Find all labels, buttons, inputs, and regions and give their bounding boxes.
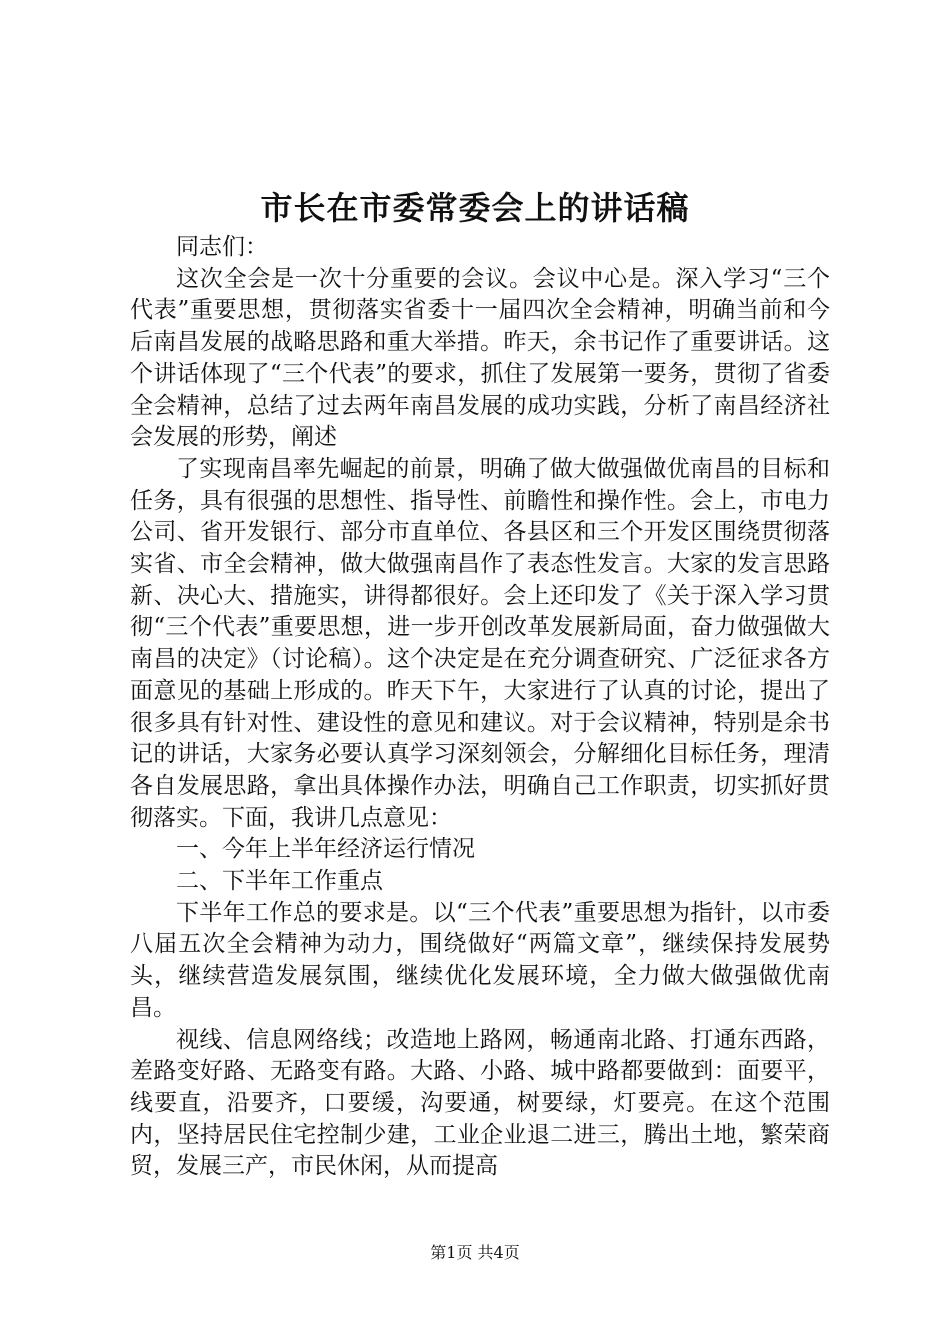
paragraph-requirements: 下半年工作总的要求是。以“三个代表”重要思想为指针，以市委八届五次全会精神为动力，围绕做好“两篇文章”，继续保持发展势头，继续营造发展氛围，继续优化发展环境，全力做大做强做优南昌。 <box>130 899 830 1021</box>
paragraph-meeting-summary: 了实现南昌率先崛起的前景，明确了做大做强做优南昌的目标和任务，具有很强的思想性、指导性、前瞻性和操作性。会上，市电力公司、省开发银行、部分市直单位、各县区和三个开发区围绕贯彻落实省、市全会精神，做大做强南昌作了表态性发言。大家的发言思路新、决心大、措施实，讲得都很好。会上还印发了《关于深入学习贯彻“三个代表”重要思想，进一步开创改革发展新局面，奋力做强做大南昌的决定》（讨论稿）。这个决定是在充分调查研究、广泛征求各方面意见的基础上形成的。昨天下午，大家进行了认真的讨论，提出了很多具有针对性、建设性的意见和建议。对于会议精神，特别是余书记的讲话，大家务必要认真学习深刻领会，分解细化目标任务，理清各自发展思路，拿出具体操作办法，明确自己工作职责，切实抓好贯彻落实。下面，我讲几点意见： <box>130 455 830 831</box>
document-body <box>130 232 830 1183</box>
document-title: 市长在市委常委会上的讲话稿 <box>260 189 690 227</box>
paragraph-salutation: 同志们： <box>176 234 268 260</box>
paragraph-meeting-intro: 这次全会是一次十分重要的会议。会议中心是。深入学习“三个代表”重要思想，贯彻落实省委十一届四次全会精神，明确当前和今后南昌发展的战略思路和重大举措。昨天，余书记作了重要讲话。这个讲话体现了“三个代表”的要求，抓住了发展第一要务，贯彻了省委全会精神，总结了过去两年南昌发展的成功实践，分析了南昌经济社会发展的形势，阐述 <box>130 265 830 451</box>
section-heading-2: 二、下半年工作重点 <box>176 868 383 895</box>
paragraph-road-network: 视线、信息网络线；改造地上路网，畅通南北路、打通东西路，差路变好路、无路变有路。大路、小路、城中路都要做到：面要平，线要直，沿要齐，口要缓，沟要通，树要绿，灯要亮。在这个范围内，坚持居民住宅控制少建，工业企业退二进三，腾出土地，繁荣商贸，发展三产，市民休闲，从而提高 <box>130 1026 830 1180</box>
section-heading-1: 一、今年上半年经济运行情况 <box>176 836 475 863</box>
page-footer: 第1页 共4页 <box>430 1243 520 1262</box>
